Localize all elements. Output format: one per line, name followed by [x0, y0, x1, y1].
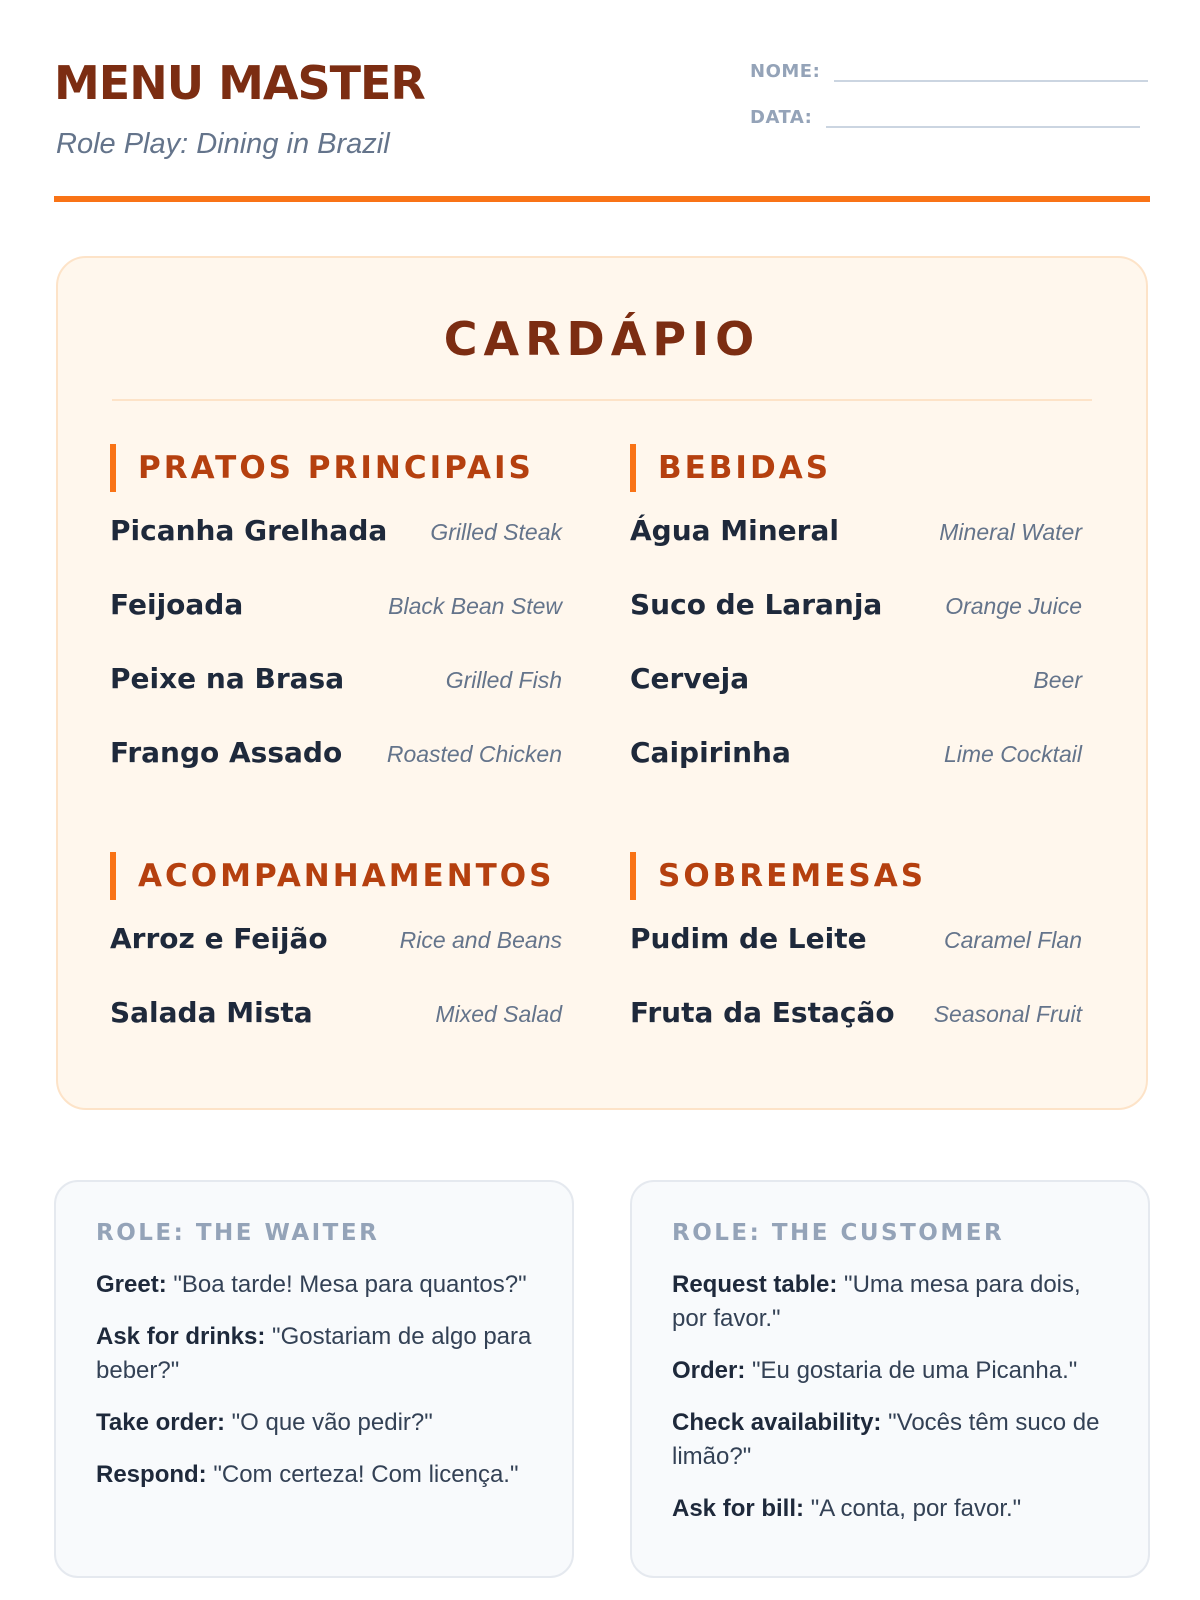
- item-name: Pudim de Leite: [630, 922, 867, 955]
- date-label: DATA:: [750, 107, 813, 128]
- item-name: Peixe na Brasa: [110, 662, 345, 695]
- line-label: Order:: [672, 1357, 746, 1384]
- section-accent-bar: [110, 852, 116, 900]
- line-label: Greet:: [96, 1271, 167, 1298]
- role-card-customer: [630, 1180, 1150, 1578]
- item-name: Suco de Laranja: [630, 588, 883, 621]
- menu-divider: [112, 399, 1092, 401]
- menu-section-sides: [110, 852, 562, 1070]
- item-translation: Mixed Salad: [435, 1001, 562, 1027]
- role-line: [96, 1458, 534, 1492]
- menu-title: CARDÁPIO: [443, 312, 761, 366]
- menu-item: [110, 662, 562, 736]
- section-title: SOBREMESAS: [658, 858, 927, 894]
- line-text: "Boa tarde! Mesa para quantos?": [173, 1271, 527, 1298]
- item-name: Salada Mista: [110, 996, 313, 1029]
- header-divider: [54, 196, 1150, 202]
- item-translation: Lime Cocktail: [943, 741, 1082, 767]
- section-title: PRATOS PRINCIPAIS: [138, 450, 534, 486]
- item-translation: Beer: [1033, 667, 1082, 693]
- worksheet-header: [54, 48, 1150, 200]
- date-field: [750, 100, 1140, 128]
- item-name: Frango Assado: [110, 736, 343, 769]
- item-name: Água Mineral: [630, 514, 839, 547]
- item-translation: Mineral Water: [939, 519, 1082, 545]
- menu-item: [110, 736, 562, 810]
- item-name: Arroz e Feijão: [110, 922, 328, 955]
- menu-item: [630, 662, 1082, 736]
- line-label: Request table:: [672, 1271, 838, 1298]
- item-name: Feijoada: [110, 588, 244, 621]
- menu-item: [630, 996, 1082, 1070]
- role-line: [96, 1406, 534, 1440]
- menu-section-desserts: [630, 852, 1082, 1070]
- role-title: ROLE: THE WAITER: [96, 1220, 380, 1246]
- item-name: Caipirinha: [630, 736, 791, 769]
- page-subtitle: Role Play: Dining in Brazil: [56, 128, 390, 160]
- section-title: ACOMPANHAMENTOS: [138, 858, 555, 894]
- date-line[interactable]: [826, 100, 1140, 128]
- name-label: NOME:: [750, 61, 821, 82]
- item-translation: Roasted Chicken: [386, 741, 562, 767]
- name-line[interactable]: [834, 54, 1148, 82]
- line-label: Ask for drinks:: [96, 1323, 266, 1350]
- item-translation: Black Bean Stew: [388, 593, 562, 619]
- menu-section-main-dishes: [110, 444, 562, 810]
- menu-item: [630, 736, 1082, 810]
- line-label: Check availability:: [672, 1409, 882, 1436]
- line-label: Take order:: [96, 1409, 225, 1436]
- role-line: [96, 1320, 534, 1388]
- section-title: BEBIDAS: [658, 450, 832, 486]
- item-name: Fruta da Estação: [630, 996, 895, 1029]
- section-accent-bar: [110, 444, 116, 492]
- role-line: [672, 1492, 1110, 1526]
- role-title: ROLE: THE CUSTOMER: [672, 1220, 1005, 1246]
- line-text: "Eu gostaria de uma Picanha.": [752, 1357, 1078, 1384]
- role-line: [672, 1406, 1110, 1474]
- item-translation: Seasonal Fruit: [933, 1001, 1082, 1027]
- line-text: "Gostariam de algo para beber?": [96, 1323, 532, 1384]
- name-field: [750, 54, 1148, 82]
- line-text: "O que vão pedir?": [231, 1409, 433, 1436]
- line-text: "Uma mesa para dois, por favor.": [672, 1271, 1081, 1332]
- section-accent-bar: [630, 852, 636, 900]
- role-line: [672, 1354, 1110, 1388]
- item-translation: Grilled Fish: [445, 667, 562, 693]
- role-line: [672, 1268, 1110, 1336]
- role-line: [96, 1268, 534, 1302]
- menu-item: [630, 588, 1082, 662]
- line-text: "A conta, por favor.": [810, 1495, 1022, 1522]
- section-accent-bar: [630, 444, 636, 492]
- menu-item: [630, 514, 1082, 588]
- menu-item: [110, 588, 562, 662]
- line-label: Respond:: [96, 1461, 207, 1488]
- menu-item: [630, 922, 1082, 996]
- item-translation: Grilled Steak: [430, 519, 562, 545]
- role-card-waiter: [54, 1180, 574, 1578]
- menu-item: [110, 922, 562, 996]
- line-text: "Com certeza! Com licença.": [213, 1461, 519, 1488]
- line-label: Ask for bill:: [672, 1495, 805, 1522]
- menu-card: [56, 256, 1148, 1110]
- page-title: MENU MASTER: [54, 56, 425, 110]
- menu-item: [110, 514, 562, 588]
- item-translation: Rice and Beans: [399, 927, 562, 953]
- line-text: "Vocês têm suco de limão?": [672, 1409, 1100, 1470]
- item-name: Picanha Grelhada: [110, 514, 388, 547]
- item-translation: Caramel Flan: [943, 927, 1082, 953]
- menu-item: [110, 996, 562, 1070]
- menu-section-drinks: [630, 444, 1082, 810]
- item-translation: Orange Juice: [945, 593, 1082, 619]
- item-name: Cerveja: [630, 662, 750, 695]
